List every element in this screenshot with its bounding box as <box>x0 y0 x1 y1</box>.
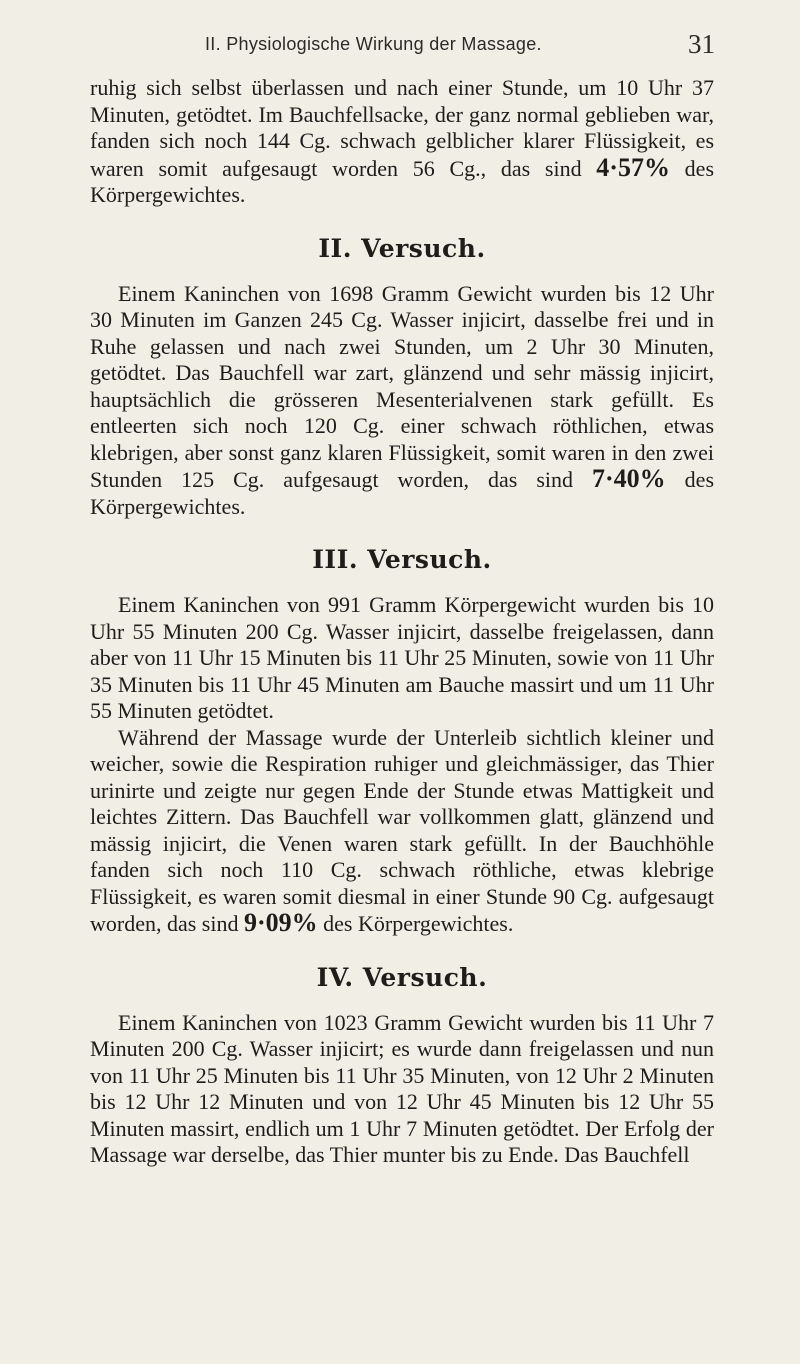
paragraph-text: Einem Kaninchen von 1698 Gramm Gewicht wurden bis 12 Uhr 30 Minuten im Ganzen 245 Cg. Wasser injicirt, dasselbe frei und in Ruhe gelassen und nach zwei Stunden, um 2 Uhr 30 Minuten, getödtet. Das Bauchfell war zart, glänzend und sehr mässig injicirt, hauptsächlich die grösseren Mesenterialvenen stark gefüllt. Es entleerten sich noch 120 Cg. einer schwach röthlichen, etwas klebrigen, aber sonst ganz klaren Flüssigkeit, somit waren in den zwei Stunden 125 Cg. aufgesaugt worden, das sind <box>90 280 714 492</box>
paragraph-versuch-2 <box>90 281 714 521</box>
paragraph-text: des Körpergewichtes. <box>90 155 715 207</box>
paragraph-text: des Körpergewichtes. <box>90 467 715 519</box>
paragraph-text: des Körpergewichtes. <box>317 911 514 936</box>
page-number: 31 <box>688 28 715 59</box>
paragraph-continuation <box>90 75 714 209</box>
result-percentage: 7·40% <box>592 464 666 493</box>
running-head <box>205 26 715 62</box>
running-title: II. Physiologische Wirkung der Massage. <box>205 33 542 54</box>
section-heading-versuch-3: III. Versuch. <box>312 545 492 574</box>
paragraph-text: ruhig sich selbst überlassen und nach einer Stunde, um 10 Uhr 37 Minuten, getödtet. Im Bauchfellsacke, der ganz normal geblieben war, fanden sich noch 144 Cg. schwach gelblicher klarer Flüssigkeit, es waren somit aufgesaugt worden 56 Cg., das sind <box>90 75 714 181</box>
page-body <box>90 75 714 1275</box>
paragraph-text: Während der Massage wurde der Unterleib sichtlich kleiner und weicher, sowie die Respiration ruhiger und gleichmässiger, das Thier urinirte und zeigte nur gegen Ende der Stunde etwas Mattigkeit und leichtes Zittern. Das Bauchfell war vollkommen glatt, glänzend und mässig injicirt, die Venen waren stark gefüllt. In der Bauchhöhle fanden sich noch 110 Cg. schwach röthliche, etwas klebrige Flüssigkeit, es waren somit diesmal in einer Stunde 90 Cg. aufgesaugt worden, das sind <box>90 724 714 936</box>
section-heading-versuch-2: II. Versuch. <box>318 233 486 263</box>
paragraph-massage-effect <box>90 725 714 938</box>
section-heading-versuch-4: IV. Versuch. <box>316 962 488 992</box>
paragraph-versuch-4: Einem Kaninchen von 1023 Gramm Gewicht wurden bis 11 Uhr 7 Minuten 200 Cg. Wasser injicirt; es wurde dann freigelassen und nun von 11 Uhr 25 Minuten bis 11 Uhr 35 Minuten, von 12 Uhr 2 Minuten bis 12 Uhr 12 Minuten und von 12 Uhr 45 Minuten bis 12 Uhr 55 Minuten massirt, endlich um 1 Uhr 7 Minuten getödtet. Der Erfolg der Massage war derselbe, das Thier munter bis zu Ende. Das Bauchfell <box>90 1009 714 1167</box>
paragraph-versuch-3: Einem Kaninchen von 991 Gramm Körpergewicht wurden bis 10 Uhr 55 Minuten 200 Cg. Wasser injicirt, dasselbe freigelassen, dann aber von 11 Uhr 15 Minuten bis 11 Uhr 25 Minuten, sowie von 11 Uhr 35 Minuten bis 11 Uhr 45 Minuten am Bauche massirt und um 11 Uhr 55 Minuten getödtet. <box>90 592 714 723</box>
result-percentage: 9·09% <box>243 908 318 937</box>
result-percentage: 4·57% <box>596 152 670 182</box>
